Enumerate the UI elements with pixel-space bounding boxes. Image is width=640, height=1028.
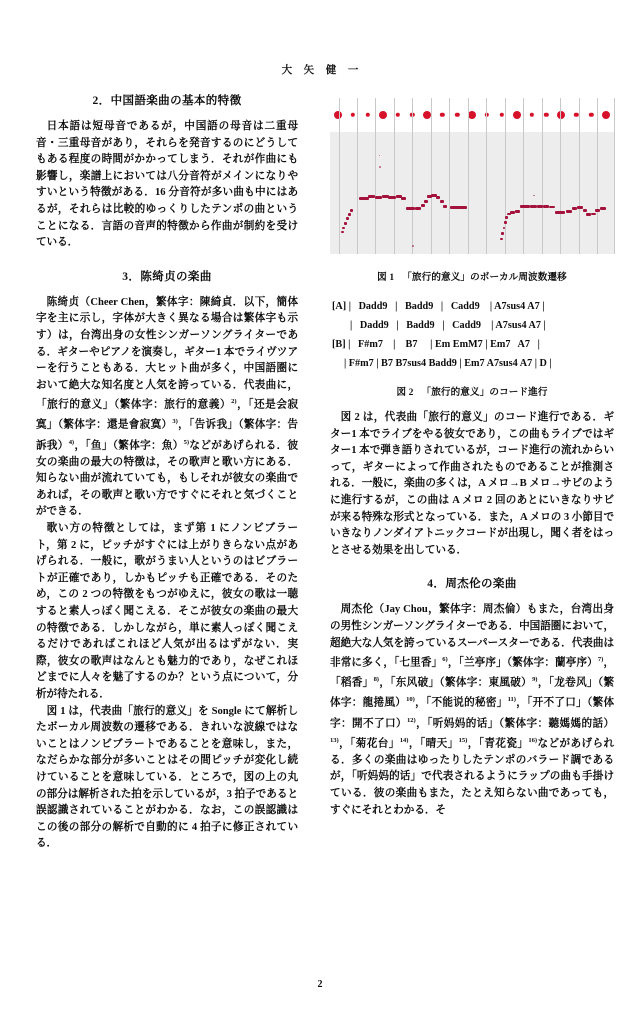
pitch-segment bbox=[460, 206, 467, 209]
chart-gridline bbox=[560, 98, 561, 254]
reference-marker: 5) bbox=[183, 438, 190, 446]
reference-marker: 9) bbox=[532, 676, 538, 684]
section-2-paragraph: 日本語は短母音であるが，中国語の母音は二重母音・三重母音があり，それらを発音するのにどうしてもある程度の時間がかかってしまう．それが作曲にも影響し，楽譜上においては八分音符がメインになりやすいという特徴がある．16 分音符が多い曲も中にはあるが，それらは比較的ゆっくりしたテンポの曲ということになる．言語の音声的特徴から作曲が制約を受けている． bbox=[36, 121, 298, 249]
section-heading-4: 4．周杰伦の楽曲 bbox=[427, 578, 517, 591]
left-column bbox=[0, 92, 320, 853]
pitch-segment bbox=[401, 197, 406, 200]
downbeat-marker bbox=[468, 111, 476, 119]
chart-gridline bbox=[505, 98, 506, 254]
figure-1 bbox=[330, 98, 614, 283]
text-run: ，「鱼」（繁体字：魚） bbox=[74, 440, 184, 452]
text-run: などがあげられる．彼女の楽曲の最大の特徴は，その歌声と歌い方にある．知らない曲が流れていても，もしそれが彼女の楽曲であれば，その歌声と歌い方ですぐにそれと気づくことができる． bbox=[36, 440, 299, 518]
chart-gridline bbox=[449, 98, 450, 254]
pitch-outlier-point bbox=[533, 195, 535, 197]
pitch-segment bbox=[388, 196, 396, 199]
reference-marker: 13) bbox=[330, 736, 339, 744]
reference-marker: 7) bbox=[597, 656, 604, 664]
pitch-segment bbox=[520, 205, 530, 208]
chart-gridline bbox=[431, 98, 432, 254]
pitch-segment bbox=[549, 206, 555, 209]
pitch-outlier-point bbox=[412, 245, 414, 247]
beat-marker bbox=[440, 113, 444, 117]
beat-marker bbox=[455, 113, 459, 117]
text-run: ，「不能说的秘密」 bbox=[414, 697, 508, 709]
reference-marker: 8) bbox=[373, 676, 379, 684]
chord-line: | Dadd9 | Badd9 | Cadd9 | A7sus4 A7 | bbox=[350, 320, 546, 331]
text-run: ，「晴天」 bbox=[408, 738, 459, 750]
pitch-segment bbox=[501, 232, 504, 235]
pitch-segment bbox=[500, 238, 503, 241]
section-3-paragraph-3: 図 1 は，代表曲「旅行的意义」を Songle にて解析したボーカル周波数の遷移である．きれいな波線ではないことはノンビブラートであることを意味し，また，なだらかな部分が多いことはその間ピッチが変化し続けていることを意味している．ところで，図の上の丸の部分は解析された拍を示しているが，3 拍子であると誤認識されていることがわかる．なお，この誤認識はこの後の部分の解析で自動的に 4 拍子に修正されている． bbox=[36, 705, 298, 850]
section-3-paragraph-2: 歌い方の特徴としては，まず第 1 にノンビブラート，第 2 に，ピッチがすぐには上がりきらない点があげられる．一般に，歌がうまい人というのはビブラートが正確であり，しかもピッチも正確である．そのため，この 2 つの特徴をもつがゆえに，彼女の歌は一聴すると素人っぽく聞こえる．そこが彼女の楽曲の最大の特徴である．しかしながら，単に素人っぽく聞こえるだけであればこれほど人気が出るはずがない．実際，彼女の歌声はなんとも魅力的であり，なぜこれほどまでに人々を魅了するのか？という点について，分析が待たれる． bbox=[36, 523, 298, 700]
section-heading-3: 3．陈绮贞の楽曲 bbox=[122, 270, 212, 283]
text-run: ，「龙卷风」（繁体字：龍捲風） bbox=[330, 677, 614, 709]
reference-marker: 3) bbox=[172, 418, 178, 426]
chord-line: [B] | F#m7 | B7 | Em EmM7 | Em7 A7 | bbox=[332, 339, 540, 350]
section-4-paragraph bbox=[330, 602, 614, 819]
pitch-segment bbox=[341, 231, 344, 234]
reference-marker: 11) bbox=[507, 696, 516, 704]
section-heading-2: 2．中国語楽曲の基本的特徴 bbox=[92, 95, 242, 107]
vocal-frequency-chart bbox=[330, 98, 614, 258]
pitch-segment bbox=[406, 207, 415, 210]
reference-marker: 4) bbox=[68, 438, 75, 446]
pitch-segment bbox=[530, 205, 537, 208]
chart-gridline bbox=[394, 98, 395, 254]
beat-marker-strip bbox=[330, 98, 614, 132]
beat-marker bbox=[395, 113, 399, 117]
chart-gridline bbox=[614, 98, 615, 254]
downbeat-marker bbox=[379, 111, 387, 119]
text-run: ，「青花瓷」 bbox=[467, 738, 529, 750]
page-number: 2 bbox=[317, 979, 323, 990]
downbeat-marker bbox=[557, 111, 565, 119]
pitch-segment bbox=[344, 222, 347, 225]
figure-2-caption bbox=[330, 384, 614, 398]
chart-gridline bbox=[597, 98, 598, 254]
reference-marker: 12) bbox=[407, 716, 416, 724]
pitch-segment bbox=[515, 210, 521, 213]
pitch-segment bbox=[348, 213, 351, 216]
text-run: ，「开不了口」（繁体字：開不了口） bbox=[330, 697, 615, 730]
pitch-segment bbox=[350, 209, 353, 212]
chart-gridline bbox=[486, 98, 487, 254]
pitch-segment bbox=[421, 204, 425, 207]
reference-marker: 15) bbox=[458, 736, 468, 744]
pitch-segment bbox=[583, 209, 587, 212]
chart-gridline bbox=[339, 98, 340, 254]
chart-gridline bbox=[579, 98, 580, 254]
chart-gridline bbox=[357, 98, 358, 254]
chart-gridline bbox=[542, 98, 543, 254]
pitch-outlier-point bbox=[379, 166, 381, 168]
pitch-segment bbox=[436, 196, 440, 199]
pitch-plot-area bbox=[330, 132, 614, 254]
chart-gridline bbox=[468, 98, 469, 254]
pitch-segment bbox=[505, 216, 508, 219]
text-run: ，「菊花台」 bbox=[338, 738, 400, 750]
reference-marker: 10) bbox=[406, 696, 415, 704]
chord-line: [A] | Dadd9 | Badd9 | Cadd9 | A7sus4 A7 | bbox=[332, 301, 545, 312]
pitch-segment bbox=[591, 213, 596, 216]
text-run: ，「还是会寂寞」（繁体字：還是會寂寞） bbox=[36, 399, 298, 431]
text-run: ，「东风破」（繁体字：東風破） bbox=[378, 677, 533, 689]
beat-marker bbox=[500, 113, 504, 117]
chart-gridline bbox=[375, 98, 376, 254]
downbeat-marker bbox=[513, 111, 521, 119]
pitch-segment bbox=[577, 206, 582, 209]
text-run: 陈绮贞（Cheer Chen，繁体字：陳綺貞．以下，簡体字を主に示し，字体が大きく異なる場合は繁体字も示す）は，台湾出身の女性シンガーソングライターである．ギターやピアノを演奏し，ギター1 本でライヴツアーを行うこともある．大ヒット曲が多く，中国語圏において絶大な知名度と人気を誇っている．代表曲に，「旅行的意义」（繁体字：旅行的意義） bbox=[36, 296, 298, 411]
text-run: ，「告诉我」（繁体字：告訴我） bbox=[36, 419, 298, 452]
pitch-segment bbox=[600, 207, 606, 210]
text-run: ，「稻香」 bbox=[330, 657, 615, 689]
reference-marker: 14) bbox=[399, 736, 409, 744]
beat-marker bbox=[529, 113, 533, 117]
pitch-segment bbox=[424, 200, 427, 203]
pitch-segment bbox=[555, 211, 565, 214]
reference-marker: 16) bbox=[528, 736, 538, 744]
figure-1-caption bbox=[330, 269, 614, 283]
pitch-outlier-point bbox=[379, 155, 381, 157]
two-column-body bbox=[0, 92, 640, 952]
downbeat-marker bbox=[602, 111, 610, 119]
pitch-segment bbox=[566, 210, 572, 213]
beat-marker bbox=[544, 113, 548, 117]
text-run: 周杰伦（Jay Chou，繁体字：周杰倫）もまた，台湾出身の男性シンガーソングライターである．中国語圏において，超絶大な人気を誇っているスーパースターである．代表曲は非常に多く，「七里香」 bbox=[330, 604, 614, 669]
running-head: 大 矢 健 一 bbox=[281, 65, 363, 76]
reference-marker: 2) bbox=[231, 398, 237, 406]
text-run: ，「兰亭序」（繁体字：蘭亭序） bbox=[447, 657, 598, 669]
figure-2-number: 図 2 bbox=[396, 387, 414, 398]
figure-1-title: 「旅行的意义」のボーカル周波数遷移 bbox=[402, 272, 567, 283]
section-3-paragraph-1 bbox=[36, 295, 298, 521]
figure-2-discussion-paragraph: 図 2 は，代表曲「旅行的意义」のコード進行である．ギター1 本でライブをやる彼女であり，この曲もライブではギター1 本で弾き語りされているが，コード進行の流れからいって，ギターによって作曲されたものであることが推測される．一般に，楽曲の多くは，A メロ→B メロ→サビのように進行するが，この曲は A メロ 2 回のあとにいきなりサビが来る特殊な形式となっている．また，A メロの 3 小節目でいきなりノンダイアトニックコードが出現し，聞く者をはっとさせる効果を出している． bbox=[330, 412, 614, 556]
beat-marker bbox=[589, 113, 593, 117]
reference-marker: 6) bbox=[442, 656, 448, 664]
text-run: ，「听妈妈的话」（繁体字：聽媽媽的話） bbox=[415, 718, 615, 730]
figure-1-number: 図 1 bbox=[377, 272, 395, 283]
chart-gridline bbox=[523, 98, 524, 254]
pitch-segment bbox=[415, 207, 422, 210]
figure-2-title: 「旅行的意义」のコード進行 bbox=[421, 387, 548, 398]
chord-line: | F#m7 | B7 B7sus4 Badd9 | Em7 A7sus4 A7 | D | bbox=[344, 358, 552, 369]
pitch-segment bbox=[346, 217, 349, 220]
right-column bbox=[320, 92, 640, 819]
chart-gridline bbox=[412, 98, 413, 254]
figure-2 bbox=[330, 297, 614, 398]
pitch-segment bbox=[440, 200, 444, 203]
beat-marker bbox=[351, 113, 355, 117]
pitch-segment bbox=[443, 205, 446, 208]
pitch-segment bbox=[504, 221, 507, 224]
text-run: などがあげられる．多くの楽曲はゆったりしたテンポのバラード調であるが，「听妈妈的话」で代表されるようにラップの曲も手掛けている．彼の楽曲もまた，たとえ知らない曲であっても，すぐにそれとわかる．そ bbox=[330, 738, 615, 816]
pitch-segment bbox=[342, 227, 345, 230]
beat-marker bbox=[366, 113, 370, 117]
